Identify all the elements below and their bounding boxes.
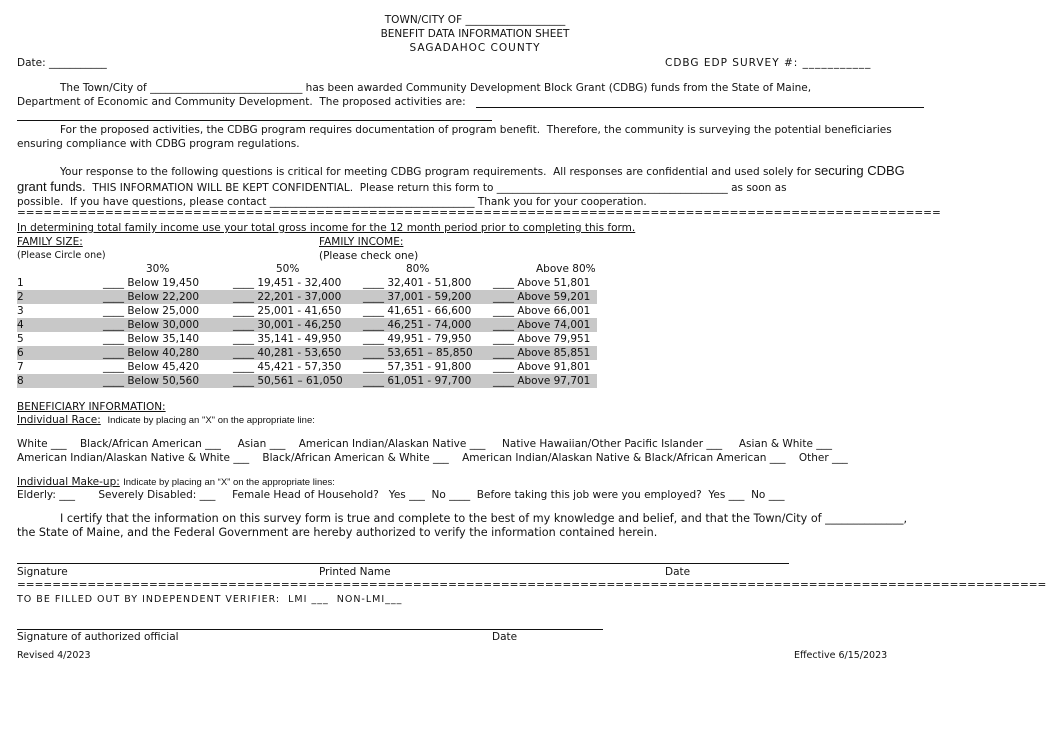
- official-date-label: Date: [492, 631, 518, 643]
- family-size-cell[interactable]: 7: [17, 361, 24, 373]
- income-option-30[interactable]: ____ Below 30,000: [103, 319, 200, 331]
- family-size-cell[interactable]: 5: [17, 333, 24, 345]
- proposed-activities-line[interactable]: [476, 107, 924, 108]
- family-size-cell[interactable]: 3: [17, 305, 24, 317]
- income-option-above-80[interactable]: ____ Above 74,001: [493, 319, 591, 331]
- income-option-50[interactable]: ____ 45,421 - 57,350: [233, 361, 342, 373]
- family-size-label: FAMILY SIZE:: [17, 236, 83, 248]
- verifier-line[interactable]: TO BE FILLED OUT BY INDEPENDENT VERIFIER: LMI ___ NON-LMI___: [17, 594, 403, 605]
- signature-date-label: Date: [665, 566, 691, 578]
- intro-paragraph-1: The Town/City of _____________________________ has been awarded Community Development Block Grant (CDBG) funds from the State of Maine,: [60, 82, 812, 94]
- income-option-above-80[interactable]: ____ Above 85,851: [493, 347, 591, 359]
- column-header-50: 50%: [276, 263, 300, 275]
- certification-text: I certify that the information on this survey form is true and complete to the best of my knowledge and belief, and that the Town/City of ______________,: [60, 512, 908, 525]
- income-option-50[interactable]: ____ 35,141 - 49,950: [233, 333, 342, 345]
- survey-number-field[interactable]: CDBG EDP SURVEY #: ___________: [665, 57, 872, 69]
- table-row: [17, 346, 597, 360]
- intro-paragraph-3-end: possible. If you have questions, please contact _______________________________________ Thank you for your cooperation.: [17, 196, 647, 208]
- printed-name-label: Printed Name: [319, 566, 391, 578]
- income-option-30[interactable]: ____ Below 35,140: [103, 333, 200, 345]
- table-row: [17, 290, 597, 304]
- family-size-cell[interactable]: 2: [17, 291, 24, 303]
- income-option-80[interactable]: ____ 57,351 - 91,800: [363, 361, 472, 373]
- table-row: [17, 304, 597, 318]
- signature-line[interactable]: [17, 563, 789, 564]
- income-note: In determining total family income use your total gross income for the 12 month period prior to completing this form.: [17, 222, 636, 234]
- income-option-80[interactable]: ____ 41,651 - 66,600: [363, 305, 472, 317]
- intro-paragraph-1-cont: Department of Economic and Community Development. The proposed activities are:: [17, 96, 466, 108]
- beneficiary-heading: BENEFICIARY INFORMATION:: [17, 401, 166, 413]
- signature-label: Signature: [17, 566, 68, 578]
- income-option-above-80[interactable]: ____ Above 51,801: [493, 277, 591, 289]
- proposed-activities-line-2[interactable]: [17, 120, 492, 121]
- family-size-cell[interactable]: 1: [17, 277, 24, 289]
- official-signature-label: Signature of authorized official: [17, 631, 179, 643]
- income-option-80[interactable]: ____ 37,001 - 59,200: [363, 291, 472, 303]
- table-row: [17, 332, 597, 346]
- income-option-30[interactable]: ____ Below 25,000: [103, 305, 200, 317]
- income-option-50[interactable]: ____ 50,561 – 61,050: [233, 375, 343, 387]
- intro-paragraph-3-cont: grant funds. THIS INFORMATION WILL BE KEPT CONFIDENTIAL. Please return this form to ____________________________________________ as soon as: [17, 179, 787, 194]
- income-option-80[interactable]: ____ 32,401 - 51,800: [363, 277, 472, 289]
- income-option-above-80[interactable]: ____ Above 66,001: [493, 305, 591, 317]
- family-size-note: (Please Circle one): [17, 250, 106, 261]
- form-title-town: TOWN/CITY OF ___________________: [384, 14, 566, 26]
- column-header-30: 30%: [146, 263, 170, 275]
- table-row: [17, 360, 597, 374]
- intro-paragraph-3: Your response to the following questions is critical for meeting CDBG program requirements. All responses are confidential and used solely for securing CDBG: [60, 163, 905, 178]
- income-option-80[interactable]: ____ 61,051 - 97,700: [363, 375, 472, 387]
- income-option-30[interactable]: ____ Below 19,450: [103, 277, 200, 289]
- income-option-30[interactable]: ____ Below 40,280: [103, 347, 200, 359]
- date-field[interactable]: Date: ___________: [17, 57, 107, 69]
- effective-date: Effective 6/15/2023: [794, 650, 888, 661]
- family-income-label: FAMILY INCOME:: [319, 236, 404, 248]
- revised-date: Revised 4/2023: [17, 650, 91, 661]
- income-option-above-80[interactable]: ____ Above 79,951: [493, 333, 591, 345]
- income-option-50[interactable]: ____ 30,001 - 46,250: [233, 319, 342, 331]
- family-size-cell[interactable]: 6: [17, 347, 24, 359]
- income-option-50[interactable]: ____ 40,281 - 53,650: [233, 347, 342, 359]
- county-title: SAGADAHOC COUNTY: [409, 42, 541, 54]
- table-row: [17, 276, 597, 290]
- table-row: [17, 318, 597, 332]
- column-header-80: 80%: [406, 263, 430, 275]
- income-option-80[interactable]: ____ 53,651 – 85,850: [363, 347, 473, 359]
- income-option-80[interactable]: ____ 46,251 - 74,000: [363, 319, 472, 331]
- intro-paragraph-2-cont: ensuring compliance with CDBG program regulations.: [17, 138, 300, 150]
- separator-line: =========================================================================================================: [17, 207, 941, 219]
- column-header-above-80: Above 80%: [536, 263, 596, 275]
- income-option-50[interactable]: ____ 25,001 - 41,650: [233, 305, 342, 317]
- makeup-instruction: Individual Make-up: Indicate by placing an “X” on the appropriate lines:: [17, 476, 335, 488]
- form-title: BENEFIT DATA INFORMATION SHEET: [380, 28, 570, 40]
- race-options-line-2[interactable]: American Indian/Alaskan Native & White ___ Black/African American & White ___ American Indian/Alaskan Native & Black/African American ___ Other ___: [17, 452, 848, 464]
- income-option-50[interactable]: ____ 19,451 - 32,400: [233, 277, 342, 289]
- family-size-cell[interactable]: 4: [17, 319, 24, 331]
- income-option-30[interactable]: ____ Below 22,200: [103, 291, 200, 303]
- income-option-above-80[interactable]: ____ Above 97,701: [493, 375, 591, 387]
- intro-paragraph-2: For the proposed activities, the CDBG program requires documentation of program benefit. Therefore, the community is surveying the potential beneficiaries: [60, 124, 892, 136]
- income-option-80[interactable]: ____ 49,951 - 79,950: [363, 333, 472, 345]
- table-row: [17, 374, 597, 388]
- income-option-50[interactable]: ____ 22,201 - 37,000: [233, 291, 342, 303]
- family-size-cell[interactable]: 8: [17, 375, 24, 387]
- family-income-note: (Please check one): [319, 250, 419, 262]
- certification-text-cont: the State of Maine, and the Federal Government are hereby authorized to verify the information contained herein.: [17, 526, 658, 539]
- income-option-30[interactable]: ____ Below 45,420: [103, 361, 200, 373]
- race-instruction: Individual Race: Indicate by placing an "X" on the appropriate line:: [17, 414, 315, 426]
- race-options-line-1[interactable]: White ___ Black/African American ___ Asian ___ American Indian/Alaskan Native ___ Native Hawaiian/Other Pacific Islander ___ Asian & White ___: [17, 438, 833, 450]
- makeup-options[interactable]: Elderly: ___ Severely Disabled: ___ Female Head of Household? Yes ___ No ____ Before taking this job were you employed? Yes ___ No ___: [17, 489, 785, 501]
- income-option-above-80[interactable]: ____ Above 91,801: [493, 361, 591, 373]
- income-option-above-80[interactable]: ____ Above 59,201: [493, 291, 591, 303]
- separator-line-2: =====================================================================================================================: [17, 579, 1046, 591]
- income-option-30[interactable]: ____ Below 50,560: [103, 375, 200, 387]
